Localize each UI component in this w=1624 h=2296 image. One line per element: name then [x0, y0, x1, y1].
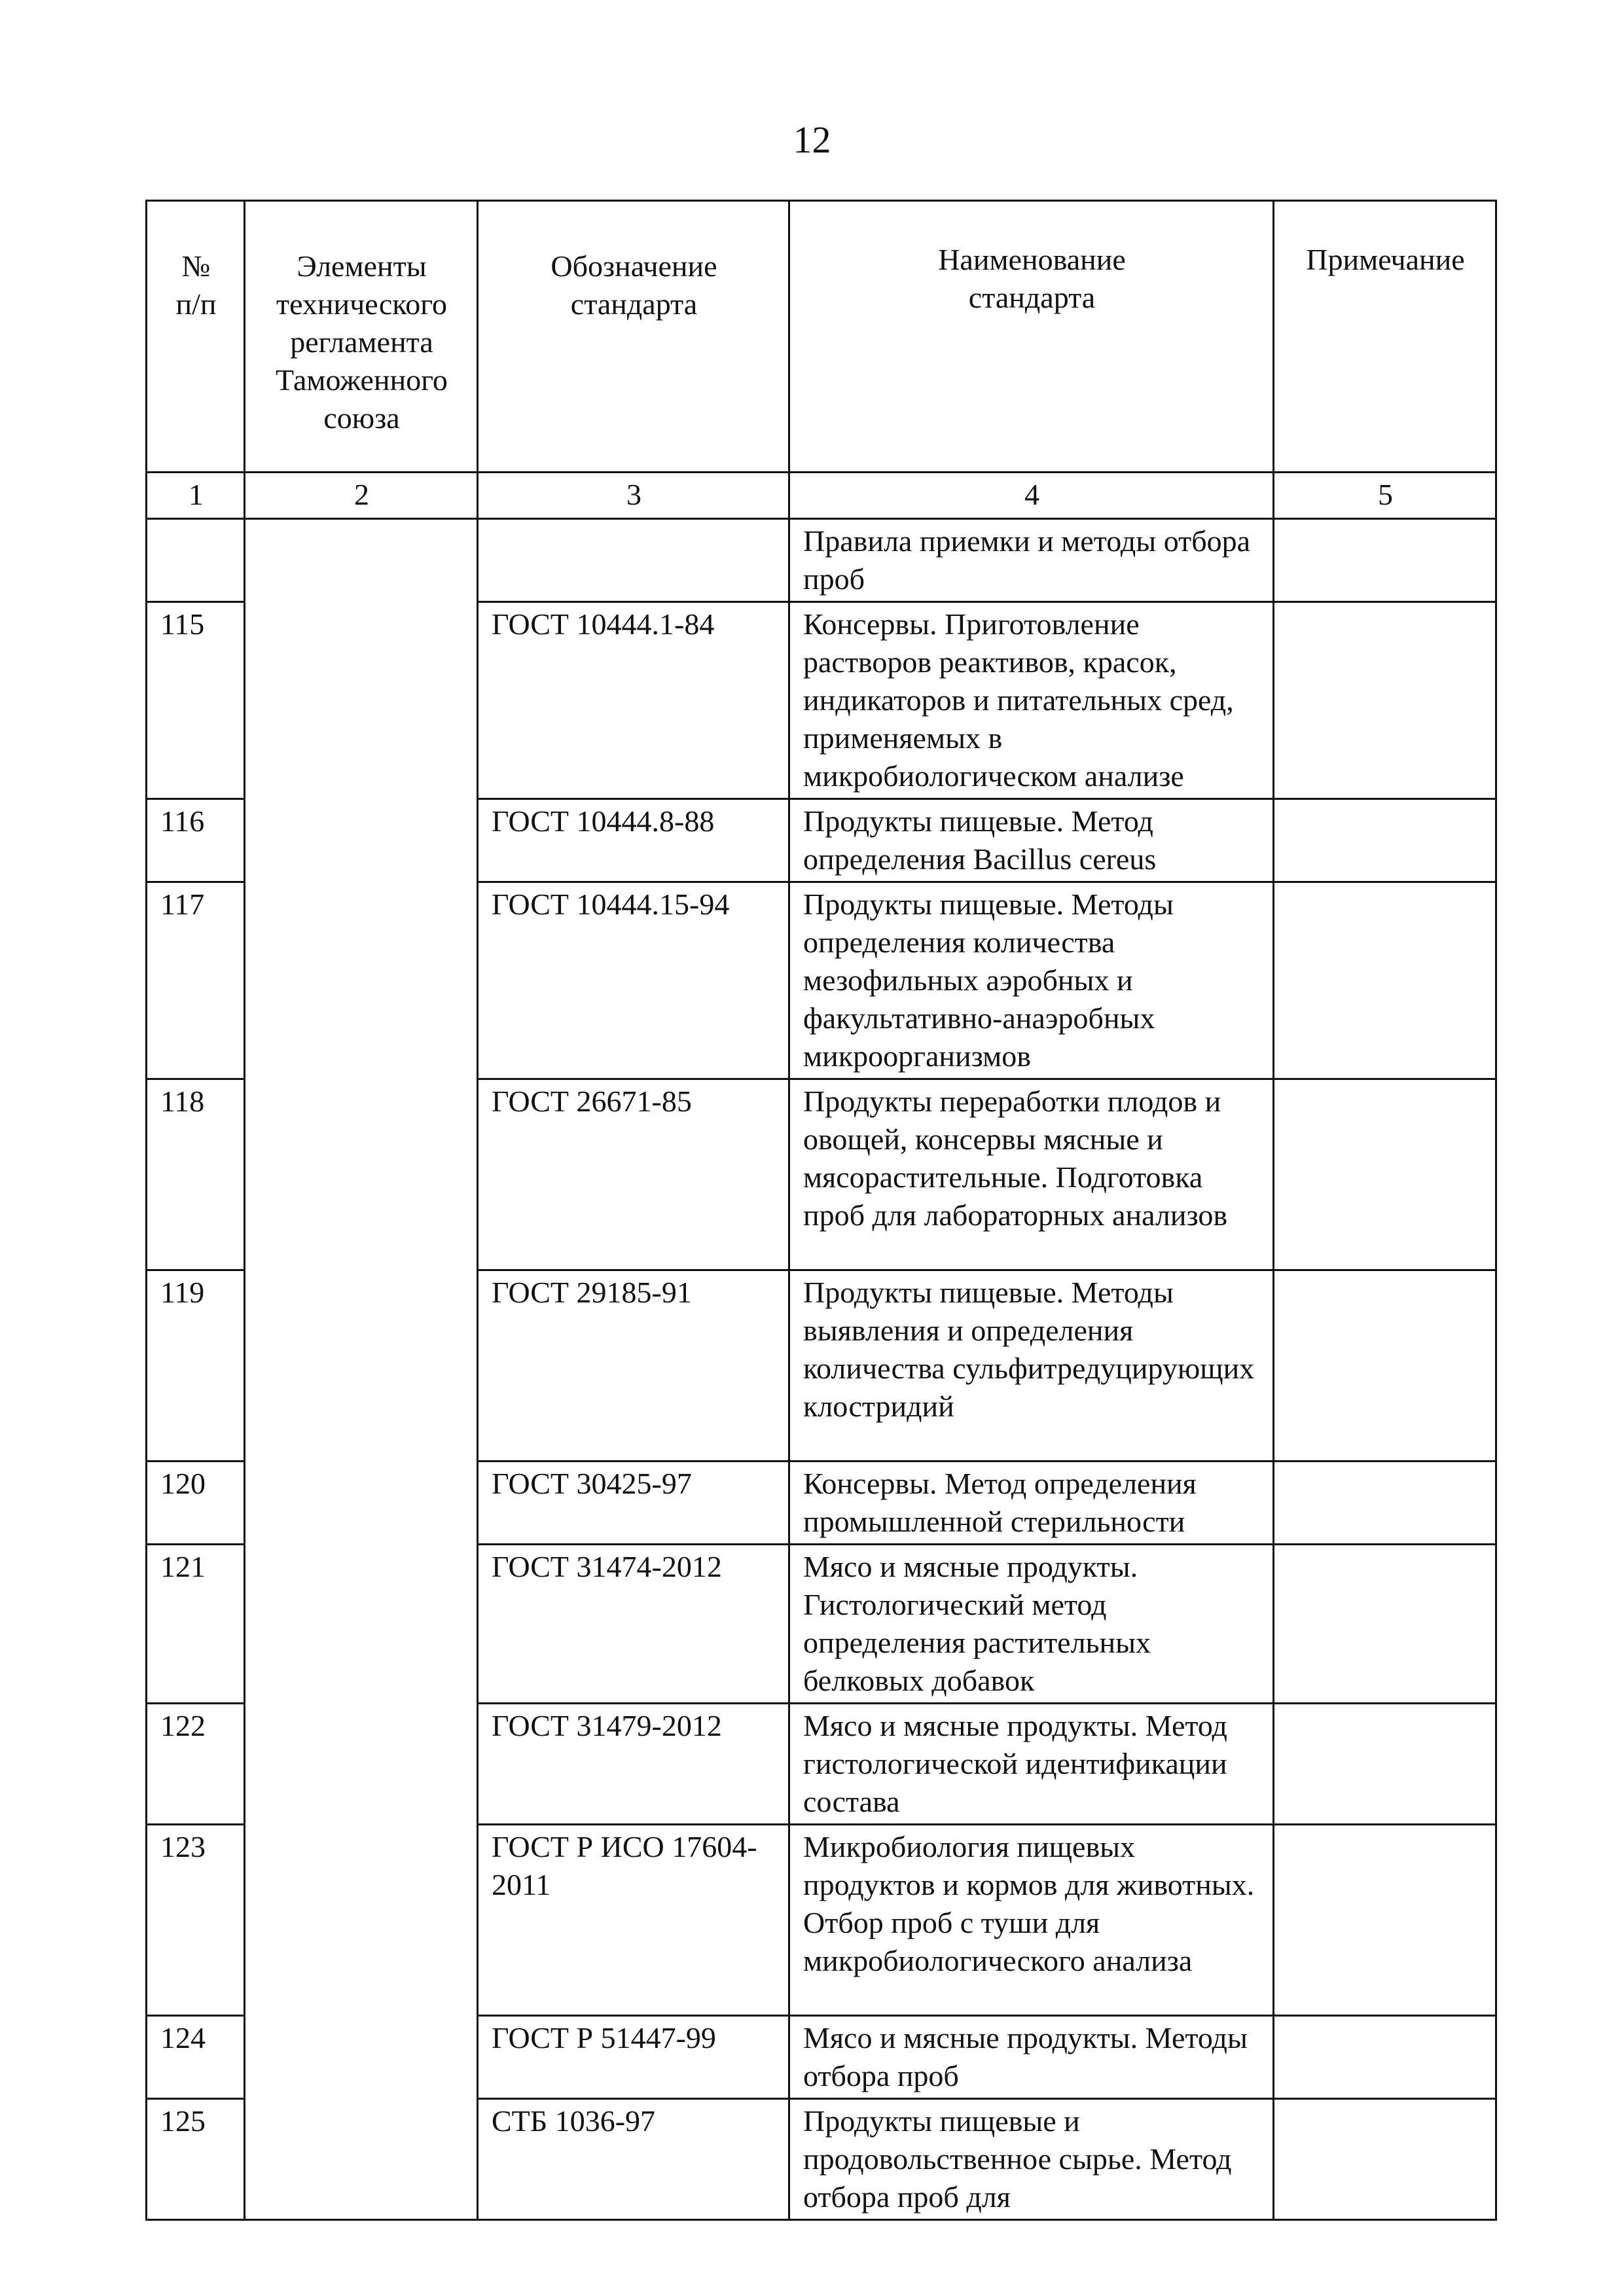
row-note [1274, 1704, 1496, 1825]
row-designation: СТБ 1036-97 [478, 2099, 789, 2220]
row-note [1274, 1825, 1496, 2016]
row-standard-name: Консервы. Приготовление растворов реактивов, красок, индикаторов и питательных сред, применяемых в микробиологическом анализе [789, 602, 1274, 799]
row-standard-name: Продукты пищевые. Методы выявления и определения количества сульфитредуцирующих клостридий [789, 1270, 1274, 1462]
row-designation [478, 519, 789, 602]
row-number: 122 [147, 1704, 245, 1825]
row-note [1274, 1545, 1496, 1704]
header-number [147, 201, 245, 473]
row-number: 117 [147, 882, 245, 1079]
row-designation: ГОСТ Р ИСО 17604-2011 [478, 1825, 789, 2016]
row-designation: ГОСТ 29185-91 [478, 1270, 789, 1462]
header-note [1274, 201, 1496, 473]
header-designation-label: Обозначение стандарта [550, 249, 717, 321]
row-designation: ГОСТ 31474-2012 [478, 1545, 789, 1704]
column-number: 5 [1274, 473, 1496, 519]
row-note [1274, 519, 1496, 602]
row-number: 120 [147, 1462, 245, 1545]
row-designation: ГОСТ Р 51447-99 [478, 2016, 789, 2099]
row-standard-name: Правила приемки и методы отбора проб [789, 519, 1274, 602]
standards-table [145, 200, 1497, 2221]
row-standard-name: Продукты пищевые. Метод определения Bacillus cereus [789, 799, 1274, 882]
row-designation: ГОСТ 10444.1-84 [478, 602, 789, 799]
row-number [147, 519, 245, 602]
header-name-label: Наименование стандарта [938, 243, 1126, 314]
row-designation: ГОСТ 26671-85 [478, 1079, 789, 1270]
row-standard-name: Продукты переработки плодов и овощей, консервы мясные и мясорастительные. Подготовка проб для лабораторных анализов [789, 1079, 1274, 1270]
row-number: 115 [147, 602, 245, 799]
row-number: 116 [147, 799, 245, 882]
row-number: 125 [147, 2099, 245, 2220]
row-standard-name: Продукты пищевые и продовольственное сырье. Метод отбора проб для [789, 2099, 1274, 2220]
row-standard-name: Мясо и мясные продукты. Метод гистологической идентификации состава [789, 1704, 1274, 1825]
row-note [1274, 1462, 1496, 1545]
column-number: 1 [147, 473, 245, 519]
header-elements [245, 201, 478, 473]
header-note-label: Примечание [1306, 243, 1465, 276]
row-number: 123 [147, 1825, 245, 2016]
row-note [1274, 1079, 1496, 1270]
header-elements-label: Элементы технического регламента Таможенного союза [276, 249, 448, 435]
row-designation: ГОСТ 31479-2012 [478, 1704, 789, 1825]
page-number: 12 [793, 118, 831, 161]
row-standard-name: Мясо и мясные продукты. Методы отбора проб [789, 2016, 1274, 2099]
row-note [1274, 602, 1496, 799]
row-note [1274, 882, 1496, 1079]
header-name [789, 201, 1274, 473]
row-note [1274, 2099, 1496, 2220]
row-number: 119 [147, 1270, 245, 1462]
row-standard-name: Микробиология пищевых продуктов и кормов для животных. Отбор проб с туши для микробиологического анализа [789, 1825, 1274, 2016]
row-number: 124 [147, 2016, 245, 2099]
row-designation: ГОСТ 10444.15-94 [478, 882, 789, 1079]
row-designation: ГОСТ 30425-97 [478, 1462, 789, 1545]
row-note [1274, 1270, 1496, 1462]
header-designation [478, 201, 789, 473]
table-row [147, 519, 1496, 602]
column-number-row [147, 473, 1496, 519]
column-number: 4 [789, 473, 1274, 519]
row-note [1274, 2016, 1496, 2099]
header-number-label: № п/п [175, 249, 217, 321]
column-number: 3 [478, 473, 789, 519]
row-number: 121 [147, 1545, 245, 1704]
table-header-row [147, 201, 1496, 473]
row-elements-cell [245, 519, 478, 2220]
column-number: 2 [245, 473, 478, 519]
row-designation: ГОСТ 10444.8-88 [478, 799, 789, 882]
row-standard-name: Продукты пищевые. Методы определения количества мезофильных аэробных и факультативно-анаэробных микроорганизмов [789, 882, 1274, 1079]
row-number: 118 [147, 1079, 245, 1270]
row-standard-name: Мясо и мясные продукты. Гистологический метод определения растительных белковых добавок [789, 1545, 1274, 1704]
row-note [1274, 799, 1496, 882]
row-standard-name: Консервы. Метод определения промышленной стерильности [789, 1462, 1274, 1545]
